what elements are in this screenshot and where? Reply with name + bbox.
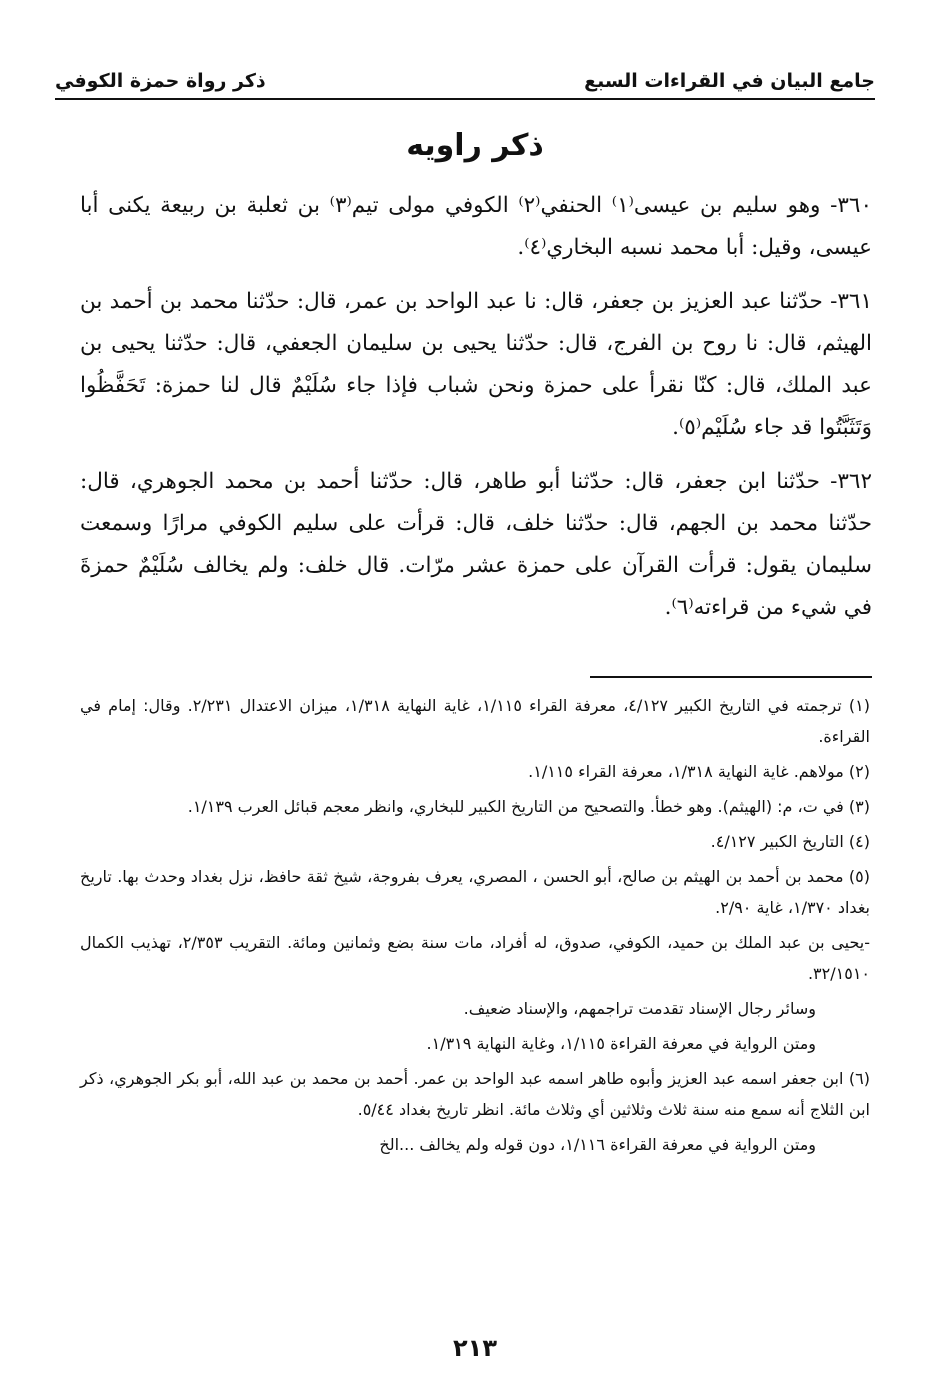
- footnote: (١) ترجمته في التاريخ الكبير ٤/١٢٧، معرفة القراء ١/١١٥، غاية النهاية ١/٣١٨، ميزان الاعتدال ٢/٢٣١. وقال: إمام في القراءة.: [80, 696, 871, 746]
- footnote: (٤) التاريخ الكبير ٤/١٢٧.: [710, 832, 870, 851]
- footnote: (٣) في ت، م: (الهيثم). وهو خطأ. والتصحيح من التاريخ الكبير للبخاري، وانظر معجم قبائل العرب ١/١٣٩.: [187, 797, 870, 816]
- section-title: ذكر راويه: [406, 128, 544, 163]
- footnote: (٦) ابن جعفر اسمه عبد العزيز وأبوه طاهر اسمه عبد الواحد بن عمر. أحمد بن محمد بن عبد الله، أبو بكر الجوهري، ذكر ابن الثلاج أنه سمع منه سنة ثلاث وثلاثين أي وثلاث مائة. انظر تاريخ بغداد ٥/٤٤.: [80, 1069, 870, 1119]
- main-text: [80, 185, 872, 641]
- footnote: (٢) مولاهم. غاية النهاية ١/٣١٨، معرفة القراء ١/١١٥.: [528, 762, 870, 781]
- paragraph-362: ٣٦٢- حدّثنا ابن جعفر، قال: حدّثنا أبو طاهر، قال: حدّثنا أحمد بن محمد الجوهري، قال: حدّثنا محمد بن الجهم، قال: حدّثنا خلف، قال: قرأت على سليم الكوفي مرارًا وسمعت سليمان يقول: قرأت القرآن على حمزة عشر مرّات. قال خلف: ولم يخالف سُلَيْمٌ حمزةَ في شيء من قراءته⁽٦⁾.: [80, 469, 872, 620]
- footnote: وسائر رجال الإسناد تقدمت تراجمهم، والإسناد ضعيف.: [463, 999, 816, 1018]
- footnote: (٥) محمد بن أحمد بن الهيثم بن صالح، أبو الحسن ، المصري، يعرف بفروجة، شيخ ثقة حافظ، نزل بغداد وحدث بها. تاريخ بغداد ١/٣٧٠، غاية ٢/٩٠.: [80, 867, 870, 917]
- footnote-separator: [590, 676, 872, 678]
- footnote: ومتن الرواية في معرفة القراءة ١/١١٥، وغاية النهاية ١/٣١٩.: [426, 1034, 816, 1053]
- paragraph-361: ٣٦١- حدّثنا عبد العزيز بن جعفر، قال: نا عبد الواحد بن عمر، قال: حدّثنا محمد بن أحمد بن الهيثم، قال: نا روح بن الفرج، قال: حدّثنا يحيى بن سليمان الجعفي، قال: حدّثنا يحيى بن عبد الملك، قال: كنّا نقرأ على حمزة ونحن شباب فإذا جاء سُلَيْمٌ قال لنا حمزة: تَحَفَّظُوا وَتَثَبَّتُوا قد جاء سُلَيْم⁽٥⁾.: [80, 289, 872, 440]
- paragraph-360: ٣٦٠- وهو سليم بن عيسى⁽١⁾ الحنفي⁽٢⁾ الكوفي مولى تيم⁽٣⁾ بن ثعلبة بن ربيعة يكنى أبا عيسى، وقيل: أبا محمد نسبه البخاري⁽٤⁾.: [80, 193, 872, 260]
- header-chapter-title: ذكر رواة حمزة الكوفي: [55, 70, 266, 92]
- header-book-title: جامع البيان في القراءات السبع: [584, 70, 875, 92]
- page-number: ٢١٣: [453, 1334, 497, 1362]
- running-header: [55, 52, 875, 100]
- footnote: -يحيى بن عبد الملك بن حميد، الكوفي، صدوق، له أفراد، مات سنة بضع وثمانين ومائة. التقريب ٢/٣٥٣، تهذيب الكمال ٣٢/١٥١٠.: [80, 933, 870, 983]
- footnotes: [80, 690, 870, 1164]
- footnote: ومتن الرواية في معرفة القراءة ١/١١٦، دون قوله ولم يخالف ...الخ: [379, 1135, 816, 1154]
